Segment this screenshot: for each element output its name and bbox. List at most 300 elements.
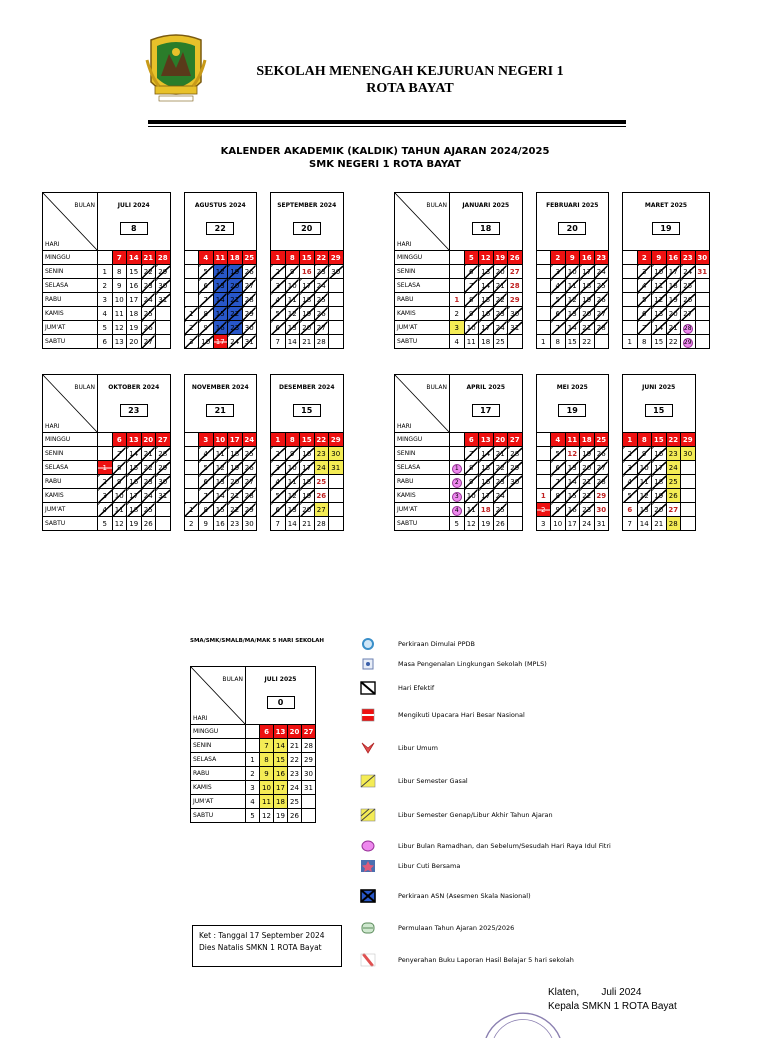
legend-item: [360, 918, 514, 938]
month-gap: [170, 321, 184, 335]
legend-item: [360, 705, 525, 725]
day-row: [395, 461, 696, 475]
month-gap: [257, 489, 271, 503]
month-name: MEI 2025: [556, 384, 588, 391]
date-cell: 28: [666, 517, 681, 531]
day-label: JUM'AT: [395, 321, 450, 335]
date-cell: [536, 279, 551, 293]
date-cell: 9: [464, 307, 479, 321]
day-row: [191, 753, 316, 767]
date-cell: 5: [637, 293, 652, 307]
date-cell: 10: [260, 781, 274, 795]
day-row: [191, 809, 316, 823]
date-cell: 15: [300, 433, 315, 447]
date-cell: 11: [260, 795, 274, 809]
date-cell: 16: [652, 447, 667, 461]
date-cell: 6: [551, 461, 566, 475]
month-name: APRIL 2025: [466, 384, 505, 391]
date-cell: 30: [242, 517, 257, 531]
date-cell: [681, 461, 696, 475]
date-cell: 6: [98, 335, 113, 349]
date-cell: 23: [493, 475, 508, 489]
date-cell: 11: [652, 279, 667, 293]
date-cell: 24: [493, 321, 508, 335]
ramadhan-marker: 2: [452, 478, 462, 488]
effective-day-count: 22: [206, 222, 234, 235]
month-gap: [522, 279, 536, 293]
day-label: RABU: [395, 293, 450, 307]
date-cell: 4: [271, 293, 286, 307]
date-cell: 28: [242, 489, 257, 503]
date-cell: 18: [127, 503, 142, 517]
legend-label: Libur Bulan Ramadhan, dan Sebelum/Sesudah Hari Raya Idul Fitri: [398, 842, 611, 850]
date-cell: 10: [285, 461, 300, 475]
month-gap: [609, 447, 623, 461]
date-cell: [98, 251, 113, 265]
day-label: KAMIS: [191, 781, 246, 795]
date-cell: 27: [242, 279, 257, 293]
date-cell: [536, 251, 551, 265]
date-cell: 24: [141, 489, 156, 503]
date-cell: 19: [300, 489, 315, 503]
asn-icon: [360, 889, 376, 903]
legend-label: Libur Umum: [398, 744, 438, 752]
date-cell: 11: [637, 475, 652, 489]
cal-q4-table: [394, 374, 696, 531]
effective-day-count: 17: [472, 404, 500, 417]
date-cell: 19: [228, 461, 243, 475]
date-cell: 13: [479, 433, 494, 447]
date-cell: [681, 321, 696, 335]
date-cell: 24: [141, 293, 156, 307]
legend-label: Hari Efektif: [398, 684, 435, 692]
month-gap: [170, 251, 184, 265]
date-cell: 5: [551, 447, 566, 461]
date-cell: 6: [464, 433, 479, 447]
date-cell: 17: [300, 279, 315, 293]
date-cell: 22: [493, 293, 508, 307]
date-cell: 2: [98, 475, 113, 489]
day-row: [395, 517, 696, 531]
semester-gasal-icon: [360, 774, 376, 788]
date-cell: 17: [479, 321, 494, 335]
date-cell: 18: [127, 307, 142, 321]
date-cell: [450, 251, 465, 265]
date-cell: 17: [300, 461, 315, 475]
date-cell: 1: [98, 461, 113, 475]
month-gap: [257, 307, 271, 321]
date-cell: 22: [141, 461, 156, 475]
month-gap: [170, 461, 184, 475]
date-cell: 4: [551, 433, 566, 447]
effective-day-count: 8: [120, 222, 148, 235]
date-cell: 6: [464, 265, 479, 279]
month-gap: [609, 193, 623, 251]
date-cell: 25: [242, 251, 257, 265]
day-label: MINGGU: [191, 725, 246, 739]
date-cell: 16: [580, 251, 595, 265]
date-cell: [536, 433, 551, 447]
corner-cell: [395, 193, 450, 251]
date-cell: 27: [508, 433, 523, 447]
date-cell: 5: [464, 251, 479, 265]
date-cell: 3: [98, 489, 113, 503]
date-cell: 10: [112, 293, 127, 307]
date-cell: 19: [274, 809, 288, 823]
date-cell: 2: [184, 517, 199, 531]
date-cell: 14: [637, 517, 652, 531]
date-cell: 20: [127, 335, 142, 349]
date-cell: 26: [493, 517, 508, 531]
upacara-flag-icon: [360, 708, 376, 722]
date-cell: 5: [271, 307, 286, 321]
date-cell: 2: [271, 447, 286, 461]
date-cell: 26: [141, 321, 156, 335]
date-cell: 9: [565, 251, 580, 265]
cal-q1-table: [42, 192, 344, 349]
day-label: SELASA: [395, 461, 450, 475]
date-cell: 10: [112, 489, 127, 503]
date-cell: 13: [112, 335, 127, 349]
day-label: KAMIS: [395, 489, 450, 503]
date-cell: 26: [594, 293, 609, 307]
date-cell: [329, 279, 344, 293]
day-row: [191, 795, 316, 809]
month-gap: [170, 503, 184, 517]
date-cell: 24: [493, 489, 508, 503]
date-cell: 2: [536, 503, 551, 517]
corner-bulan-label: BULAN: [74, 384, 95, 391]
corner-cell: [43, 193, 98, 251]
date-cell: 13: [285, 321, 300, 335]
header-rule-thin: [148, 126, 626, 127]
date-cell: 23: [288, 767, 302, 781]
effective-day-count: 19: [558, 404, 586, 417]
date-cell: [695, 307, 710, 321]
date-cell: 7: [199, 489, 214, 503]
date-cell: 13: [127, 433, 142, 447]
month-header: [98, 375, 171, 433]
date-cell: 7: [271, 517, 286, 531]
day-row: [395, 293, 710, 307]
date-cell: 1: [271, 433, 286, 447]
month-gap: [522, 433, 536, 447]
date-cell: [184, 265, 199, 279]
legend-item: [360, 678, 434, 698]
date-cell: 30: [695, 251, 710, 265]
date-cell: 21: [288, 739, 302, 753]
date-cell: 12: [260, 809, 274, 823]
date-cell: 12: [112, 321, 127, 335]
month-header: [98, 193, 171, 251]
date-cell: 20: [580, 461, 595, 475]
date-cell: 25: [493, 503, 508, 517]
month-header: [246, 667, 316, 725]
date-cell: 24: [242, 433, 257, 447]
date-cell: 2: [450, 307, 465, 321]
date-cell: 1: [623, 433, 638, 447]
date-cell: 24: [314, 279, 329, 293]
date-cell: 9: [112, 279, 127, 293]
date-cell: 26: [594, 447, 609, 461]
date-cell: 20: [300, 321, 315, 335]
date-cell: 18: [300, 475, 315, 489]
month-header: [536, 375, 609, 433]
date-cell: [536, 461, 551, 475]
date-cell: 27: [666, 503, 681, 517]
date-cell: 29: [594, 489, 609, 503]
date-cell: 10: [464, 321, 479, 335]
date-cell: 2: [271, 265, 286, 279]
day-label: SELASA: [191, 753, 246, 767]
date-cell: 1: [623, 335, 638, 349]
date-cell: 23: [314, 447, 329, 461]
date-cell: 28: [242, 293, 257, 307]
month-gap: [522, 307, 536, 321]
ramadhan-marker: 1: [452, 464, 462, 474]
date-cell: 15: [565, 489, 580, 503]
date-cell: 14: [213, 489, 228, 503]
date-cell: 15: [479, 293, 494, 307]
day-row: [43, 475, 344, 489]
date-cell: 14: [274, 739, 288, 753]
date-cell: 9: [285, 265, 300, 279]
month-gap: [522, 321, 536, 335]
date-cell: 17: [565, 517, 580, 531]
legend-item: [360, 950, 574, 970]
month-gap: [609, 293, 623, 307]
date-cell: 25: [681, 279, 696, 293]
month-header: [184, 375, 257, 433]
month-gap: [609, 335, 623, 349]
date-cell: 8: [285, 251, 300, 265]
date-cell: 4: [98, 307, 113, 321]
date-cell: 3: [184, 335, 199, 349]
date-cell: 30: [329, 447, 344, 461]
date-cell: 27: [242, 475, 257, 489]
day-row: [395, 335, 710, 349]
rapor-icon: [360, 953, 376, 967]
date-cell: [450, 461, 465, 475]
month-gap: [257, 335, 271, 349]
month-name: JULI 2025: [264, 676, 297, 683]
date-cell: 3: [98, 293, 113, 307]
date-cell: 13: [637, 503, 652, 517]
date-cell: 30: [681, 447, 696, 461]
day-label: SENIN: [395, 447, 450, 461]
date-cell: 29: [242, 503, 257, 517]
effective-day-count: 20: [558, 222, 586, 235]
day-label: SENIN: [395, 265, 450, 279]
month-gap: [609, 375, 623, 433]
date-cell: 7: [271, 335, 286, 349]
date-cell: 5: [623, 489, 638, 503]
school-name-line1: SEKOLAH MENENGAH KEJURUAN NEGERI 1: [256, 64, 564, 79]
date-cell: 12: [285, 489, 300, 503]
day-label: MINGGU: [395, 251, 450, 265]
date-cell: 8: [199, 307, 214, 321]
date-cell: 27: [141, 335, 156, 349]
date-cell: 12: [565, 293, 580, 307]
day-label: KAMIS: [43, 489, 98, 503]
day-row: [395, 307, 710, 321]
date-cell: 27: [681, 307, 696, 321]
month-gap: [170, 489, 184, 503]
date-cell: 18: [479, 335, 494, 349]
date-cell: 16: [666, 251, 681, 265]
month-header: [184, 193, 257, 251]
month-header: [623, 375, 696, 433]
legend-label: Libur Semester Genap/Libur Akhir Tahun Ajaran: [398, 811, 553, 819]
date-cell: 11: [285, 475, 300, 489]
month-gap: [522, 193, 536, 251]
document-title-line2: SMK NEGERI 1 ROTA BAYAT: [309, 159, 461, 170]
note-line1: Ket : Tanggal 17 September 2024: [199, 931, 325, 940]
date-cell: 30: [242, 321, 257, 335]
month-gap: [170, 447, 184, 461]
ramadhan-marker: 3: [452, 492, 462, 502]
date-cell: 24: [314, 461, 329, 475]
day-label: RABU: [43, 475, 98, 489]
effective-day-count: 15: [645, 404, 673, 417]
date-cell: 23: [594, 251, 609, 265]
date-cell: 10: [199, 335, 214, 349]
date-cell: 5: [199, 461, 214, 475]
date-cell: 24: [666, 461, 681, 475]
date-cell: 25: [288, 795, 302, 809]
day-label: RABU: [191, 767, 246, 781]
date-cell: 6: [271, 503, 286, 517]
date-cell: 27: [314, 321, 329, 335]
date-cell: [184, 433, 199, 447]
date-cell: 25: [242, 447, 257, 461]
date-cell: 29: [242, 307, 257, 321]
date-cell: 11: [112, 307, 127, 321]
libur-umum-icon: [360, 741, 376, 755]
day-row: [191, 725, 316, 739]
date-cell: 21: [228, 489, 243, 503]
tahun-ajaran-icon: [360, 921, 376, 935]
date-cell: 28: [508, 447, 523, 461]
day-row: [395, 503, 696, 517]
date-cell: 20: [580, 307, 595, 321]
date-cell: 23: [141, 279, 156, 293]
day-label: SABTU: [395, 517, 450, 531]
document-title: [170, 145, 600, 171]
date-cell: 6: [271, 321, 286, 335]
day-label: SABTU: [395, 335, 450, 349]
date-cell: 17: [652, 461, 667, 475]
date-cell: 3: [246, 781, 260, 795]
date-cell: 16: [565, 503, 580, 517]
date-cell: 26: [666, 489, 681, 503]
date-cell: 14: [213, 293, 228, 307]
date-cell: [536, 321, 551, 335]
date-cell: 8: [637, 433, 652, 447]
date-cell: 29: [329, 251, 344, 265]
date-cell: [623, 321, 638, 335]
date-cell: 29: [302, 753, 316, 767]
date-cell: [450, 279, 465, 293]
ramadhan-marker: 4: [452, 506, 462, 516]
date-cell: 21: [141, 447, 156, 461]
date-cell: 26: [681, 293, 696, 307]
date-cell: 25: [666, 475, 681, 489]
date-cell: 4: [637, 279, 652, 293]
date-cell: 22: [580, 489, 595, 503]
date-cell: 8: [112, 265, 127, 279]
month-gap: [609, 307, 623, 321]
date-cell: 25: [314, 475, 329, 489]
effective-day-count: 23: [120, 404, 148, 417]
date-cell: 12: [112, 517, 127, 531]
month-gap: [609, 517, 623, 531]
month-gap: [170, 517, 184, 531]
month-gap: [609, 251, 623, 265]
date-cell: 5: [450, 517, 465, 531]
date-cell: 23: [493, 307, 508, 321]
date-cell: 23: [666, 447, 681, 461]
date-cell: 31: [156, 489, 171, 503]
day-row: [43, 279, 344, 293]
month-name: JANUARI 2025: [462, 202, 510, 209]
month-gap: [257, 265, 271, 279]
day-row: [191, 767, 316, 781]
day-label: SENIN: [191, 739, 246, 753]
date-cell: 26: [242, 461, 257, 475]
date-cell: 11: [464, 335, 479, 349]
date-cell: 24: [594, 265, 609, 279]
date-cell: 10: [464, 489, 479, 503]
date-cell: 22: [314, 251, 329, 265]
date-cell: 25: [493, 335, 508, 349]
month-name: NOVEMBER 2024: [191, 384, 249, 391]
day-label: MINGGU: [395, 433, 450, 447]
date-cell: 6: [623, 503, 638, 517]
legend-item: [360, 738, 438, 758]
date-cell: 21: [652, 517, 667, 531]
date-cell: 22: [228, 307, 243, 321]
date-cell: 14: [565, 321, 580, 335]
date-cell: 20: [652, 503, 667, 517]
date-cell: [184, 475, 199, 489]
date-cell: 14: [565, 475, 580, 489]
day-label: RABU: [43, 293, 98, 307]
date-cell: 8: [199, 503, 214, 517]
day-label: SELASA: [395, 279, 450, 293]
date-cell: 30: [302, 767, 316, 781]
date-cell: 9: [652, 251, 667, 265]
date-cell: 21: [580, 475, 595, 489]
date-cell: 9: [199, 321, 214, 335]
date-cell: 10: [637, 461, 652, 475]
date-cell: 1: [271, 251, 286, 265]
month-name: AGUSTUS 2024: [194, 202, 246, 209]
effective-day-count: 15: [293, 404, 321, 417]
date-cell: 7: [112, 251, 127, 265]
date-cell: 23: [580, 503, 595, 517]
date-cell: 19: [493, 251, 508, 265]
date-cell: 1: [536, 489, 551, 503]
date-cell: 14: [127, 447, 142, 461]
date-cell: 21: [300, 335, 315, 349]
date-cell: 14: [285, 335, 300, 349]
legend-label: Masa Pengenalan Lingkungan Sekolah (MPLS): [398, 660, 547, 668]
month-gap: [257, 447, 271, 461]
date-cell: 26: [314, 307, 329, 321]
date-cell: 31: [242, 335, 257, 349]
date-cell: 15: [274, 753, 288, 767]
